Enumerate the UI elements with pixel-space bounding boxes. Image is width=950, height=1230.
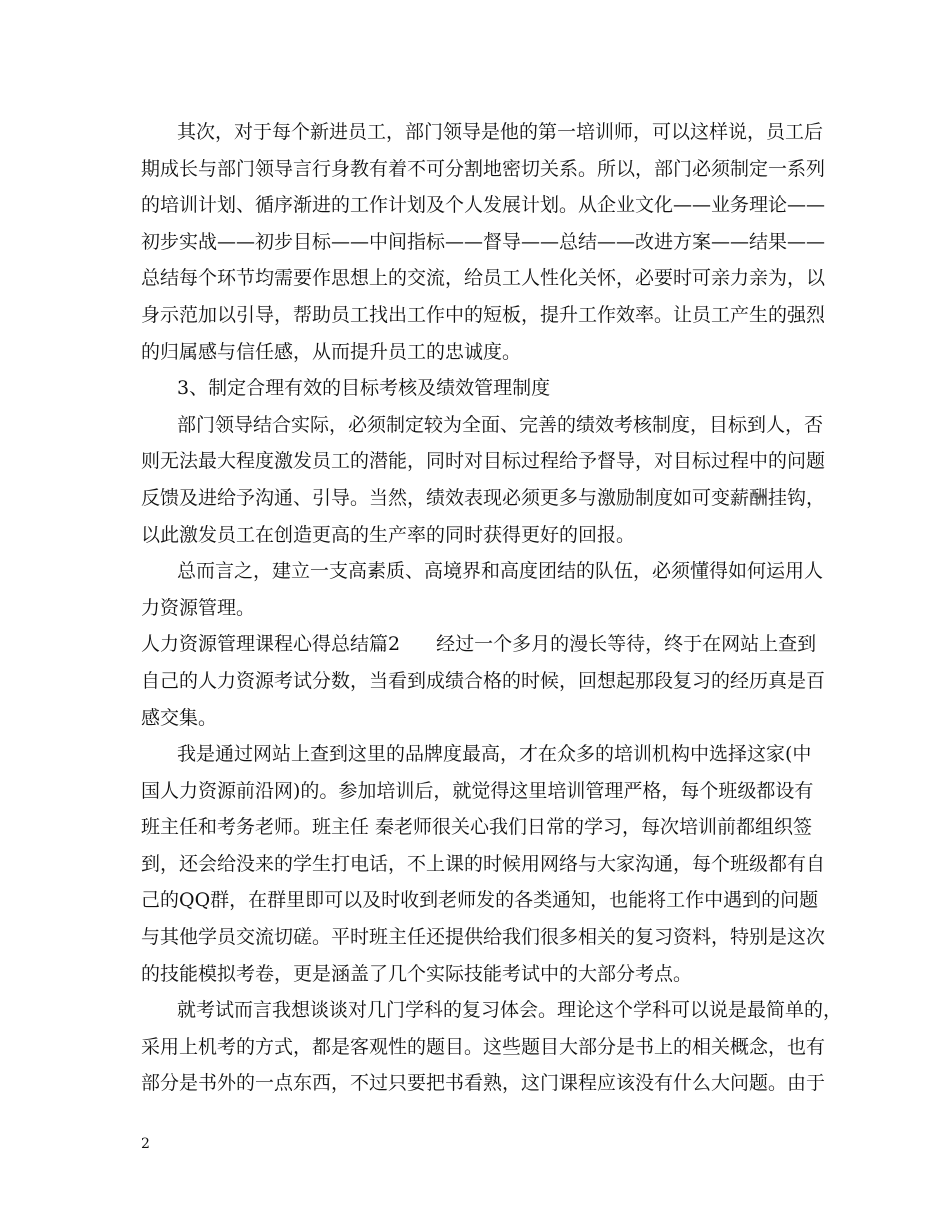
text-line-content: 的培训计划、循序渐进的工作计划及个人发展计划。从企业文化——业务理论——: [141, 194, 826, 217]
text-line-content: 力资源管理。: [141, 596, 256, 619]
text-line-continuation: 经过一个多月的漫长等待，终于在网站上查到: [436, 633, 817, 656]
text-line: [141, 1029, 826, 1066]
text-line: [141, 224, 826, 261]
text-line: [141, 809, 821, 846]
text-line-content: 就考试而言我想谈谈对几门学科的复习体会。理论这个学科可以说是最简单的，: [177, 999, 843, 1022]
text-line-content: 自己的人力资源考试分数，当看到成绩合格的时候，回想起那段复习的经历真是百: [141, 669, 826, 692]
text-line-content: 我是通过网站上查到这里的品牌度最高，才在众多的培训机构中选择这家(中: [177, 743, 812, 766]
text-line-content: 人力资源管理课程心得总结篇2: [141, 633, 401, 656]
text-line: [141, 1065, 826, 1102]
text-line-content: 感交集。: [141, 706, 218, 729]
text-line: [141, 919, 826, 956]
text-line-content: 身示范加以引导，帮助员工找出工作中的短板，提升工作效率。让员工产生的强烈: [141, 303, 826, 326]
text-line-content: 期成长与部门领导言行身教有着不可分割地密切关系。所以，部门必须制定一系列: [141, 157, 826, 180]
text-line: [141, 590, 821, 627]
text-line: [141, 480, 826, 517]
text-line-content: 部门领导结合实际，必须制定较为全面、完善的绩效考核制度，目标到人，否: [177, 413, 824, 436]
text-line-content: 到，还会给没来的学生打电话，不上课的时候用网络与大家沟通，每个班级都有自: [141, 852, 826, 875]
text-line-content: 与其他学员交流切磋。平时班主任还提供给我们很多相关的复习资料，特别是这次: [141, 926, 826, 949]
text-line: [141, 334, 821, 371]
text-line: [141, 187, 826, 224]
text-line-content: 3、制定合理有效的目标考核及绩效管理制度: [177, 377, 551, 400]
document-body: [141, 114, 843, 1102]
text-line-content: 总而言之，建立一支高素质、高境界和高度团结的队伍，必须懂得如何运用人: [177, 560, 824, 583]
text-line: [141, 882, 821, 919]
text-line: [141, 443, 826, 480]
page-number: 2: [141, 1136, 150, 1152]
text-line: [141, 736, 821, 773]
text-line-content: 初步实战——初步目标——中间指标——督导——总结——改进方案——结果——: [141, 230, 826, 253]
text-line-content: 部分是书外的一点东西，不过只要把书看熟，这门课程应该没有什么大问题。由于: [141, 1072, 826, 1095]
text-line: [141, 773, 821, 810]
text-line: [141, 114, 824, 151]
text-line-content: 的归属感与信任感，从而提升员工的忠诚度。: [141, 340, 522, 363]
text-line: [141, 297, 826, 334]
text-line: [141, 663, 826, 700]
text-line: [141, 626, 821, 663]
text-line-content: 则无法最大程度激发员工的潜能，同时对目标过程给予督导，对目标过程中的问题: [141, 450, 826, 473]
text-line: [141, 846, 826, 883]
text-line-content: 以此激发员工在创造更高的生产率的同时获得更好的回报。: [141, 523, 636, 546]
text-line-content: 班主任和考务老师。班主任 秦老师很关心我们日常的学习，每次培训前都组织签: [141, 816, 813, 839]
text-line-content: 反馈及进给予沟通、引导。当然，绩效表现必须更多与激励制度如可变薪酬挂钩，: [141, 486, 826, 509]
text-line: [141, 956, 821, 993]
text-line-content: 的技能模拟考卷，更是涵盖了几个实际技能考试中的大部分考点。: [141, 962, 693, 985]
text-line: [141, 260, 826, 297]
text-line: [141, 517, 821, 554]
text-line: [141, 370, 821, 407]
text-line: [141, 407, 824, 444]
text-line-content: 其次，对于每个新进员工，部门领导是他的第一培训师，可以这样说，员工后: [177, 121, 824, 143]
text-line: [141, 992, 843, 1029]
text-line-content: 国人力资源前沿网)的。参加培训后，就觉得这里培训管理严格，每个班级都设有: [141, 779, 814, 802]
text-line-content: 采用上机考的方式，都是客观性的题目。这些题目大部分是书上的相关概念，也有: [141, 1035, 826, 1058]
text-line-content: 己的QQ群，在群里即可以及时收到老师发的各类通知，也能将工作中遇到的问题: [141, 889, 819, 912]
text-line: [141, 151, 826, 188]
text-line: [141, 553, 824, 590]
text-line: [141, 700, 821, 737]
text-line-content: 总结每个环节均需要作思想上的交流，给员工人性化关怀，必要时可亲力亲为，以: [141, 267, 826, 290]
